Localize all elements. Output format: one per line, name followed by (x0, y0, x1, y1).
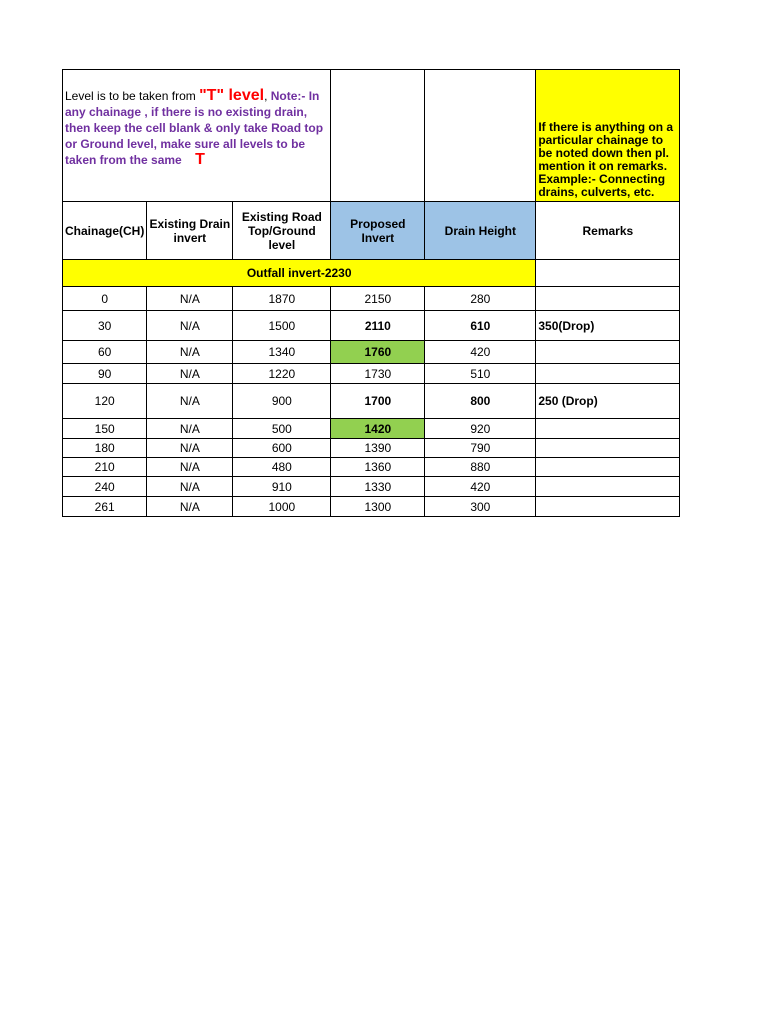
remarks-instruction-note: If there is anything on a particular chainage to be noted down then pl. mention it on remarks. Example:- Connecting drains, culverts, etc. (536, 70, 680, 202)
cell-proposed-invert[interactable]: 2110 (331, 311, 425, 341)
cell-existing-drain[interactable]: N/A (147, 419, 233, 439)
cell-existing-drain[interactable]: N/A (147, 458, 233, 477)
header-proposed-invert: Proposed Invert (331, 202, 425, 260)
cell-remarks[interactable] (536, 458, 680, 477)
table-row (63, 364, 680, 384)
cell-existing-road[interactable]: 1500 (233, 311, 331, 341)
outfall-invert-label: Outfall invert-2230 (63, 260, 536, 287)
empty-cell[interactable] (536, 260, 680, 287)
cell-proposed-invert[interactable]: 1330 (331, 477, 425, 497)
cell-remarks[interactable]: 250 (Drop) (536, 384, 680, 419)
cell-existing-drain[interactable]: N/A (147, 439, 233, 458)
header-existing-drain: Existing Drain invert (147, 202, 233, 260)
header-chainage: Chainage(CH) (63, 202, 147, 260)
cell-proposed-invert[interactable]: 1700 (331, 384, 425, 419)
cell-drain-height[interactable]: 280 (425, 287, 536, 311)
cell-existing-drain[interactable]: N/A (147, 287, 233, 311)
cell-remarks[interactable] (536, 364, 680, 384)
cell-drain-height[interactable]: 420 (425, 477, 536, 497)
note-t-level: "T" level (199, 87, 265, 104)
table-row (63, 458, 680, 477)
note-comma: , (264, 89, 271, 103)
table-row (63, 384, 680, 419)
cell-drain-height[interactable]: 800 (425, 384, 536, 419)
cell-existing-road[interactable]: 600 (233, 439, 331, 458)
cell-proposed-invert[interactable]: 1730 (331, 364, 425, 384)
table-row (63, 419, 680, 439)
cell-drain-height[interactable]: 880 (425, 458, 536, 477)
cell-chainage[interactable]: 120 (63, 384, 147, 419)
cell-remarks[interactable] (536, 439, 680, 458)
cell-drain-height[interactable]: 610 (425, 311, 536, 341)
cell-chainage[interactable]: 150 (63, 419, 147, 439)
cell-drain-height[interactable]: 920 (425, 419, 536, 439)
cell-existing-road[interactable]: 900 (233, 384, 331, 419)
cell-chainage[interactable]: 90 (63, 364, 147, 384)
note-t-marker: T (195, 151, 205, 168)
cell-chainage[interactable]: 0 (63, 287, 147, 311)
cell-proposed-invert[interactable]: 2150 (331, 287, 425, 311)
cell-drain-height[interactable]: 420 (425, 341, 536, 364)
cell-proposed-invert[interactable]: 1390 (331, 439, 425, 458)
table-row (63, 311, 680, 341)
cell-proposed-invert[interactable]: 1300 (331, 497, 425, 517)
cell-chainage[interactable]: 261 (63, 497, 147, 517)
cell-proposed-invert[interactable]: 1760 (331, 341, 425, 364)
drain-level-table (62, 69, 680, 517)
cell-existing-drain[interactable]: N/A (147, 364, 233, 384)
header-remarks: Remarks (536, 202, 680, 260)
cell-remarks[interactable] (536, 419, 680, 439)
cell-remarks[interactable] (536, 477, 680, 497)
note-row (63, 70, 680, 202)
cell-existing-drain[interactable]: N/A (147, 497, 233, 517)
note-text-purple: Note:- In any chainage , if there is no existing drain, then keep the cell blank & only take Road top or Ground level, make sure all levels to be taken from the same (65, 89, 324, 167)
table-row (63, 497, 680, 517)
cell-drain-height[interactable]: 510 (425, 364, 536, 384)
cell-existing-drain[interactable]: N/A (147, 477, 233, 497)
outfall-row (63, 260, 680, 287)
cell-proposed-invert[interactable]: 1420 (331, 419, 425, 439)
cell-existing-road[interactable]: 1340 (233, 341, 331, 364)
cell-remarks[interactable] (536, 287, 680, 311)
cell-chainage[interactable]: 60 (63, 341, 147, 364)
cell-remarks[interactable] (536, 341, 680, 364)
cell-existing-road[interactable]: 500 (233, 419, 331, 439)
header-existing-road: Existing Road Top/Ground level (233, 202, 331, 260)
cell-existing-road[interactable]: 480 (233, 458, 331, 477)
empty-cell[interactable] (425, 70, 536, 202)
cell-chainage[interactable]: 210 (63, 458, 147, 477)
cell-existing-road[interactable]: 910 (233, 477, 331, 497)
cell-existing-drain[interactable]: N/A (147, 311, 233, 341)
cell-existing-drain[interactable]: N/A (147, 341, 233, 364)
instruction-note (63, 70, 331, 202)
cell-drain-height[interactable]: 300 (425, 497, 536, 517)
cell-remarks[interactable] (536, 497, 680, 517)
cell-existing-road[interactable]: 1000 (233, 497, 331, 517)
header-drain-height: Drain Height (425, 202, 536, 260)
cell-chainage[interactable]: 180 (63, 439, 147, 458)
cell-chainage[interactable]: 240 (63, 477, 147, 497)
table-row (63, 287, 680, 311)
cell-existing-road[interactable]: 1220 (233, 364, 331, 384)
cell-remarks[interactable]: 350(Drop) (536, 311, 680, 341)
table-row (63, 477, 680, 497)
note-text-plain: Level is to be taken from (65, 89, 200, 103)
table-row (63, 341, 680, 364)
cell-chainage[interactable]: 30 (63, 311, 147, 341)
empty-cell[interactable] (331, 70, 425, 202)
cell-existing-drain[interactable]: N/A (147, 384, 233, 419)
header-row (63, 202, 680, 260)
cell-drain-height[interactable]: 790 (425, 439, 536, 458)
cell-proposed-invert[interactable]: 1360 (331, 458, 425, 477)
table-row (63, 439, 680, 458)
cell-existing-road[interactable]: 1870 (233, 287, 331, 311)
